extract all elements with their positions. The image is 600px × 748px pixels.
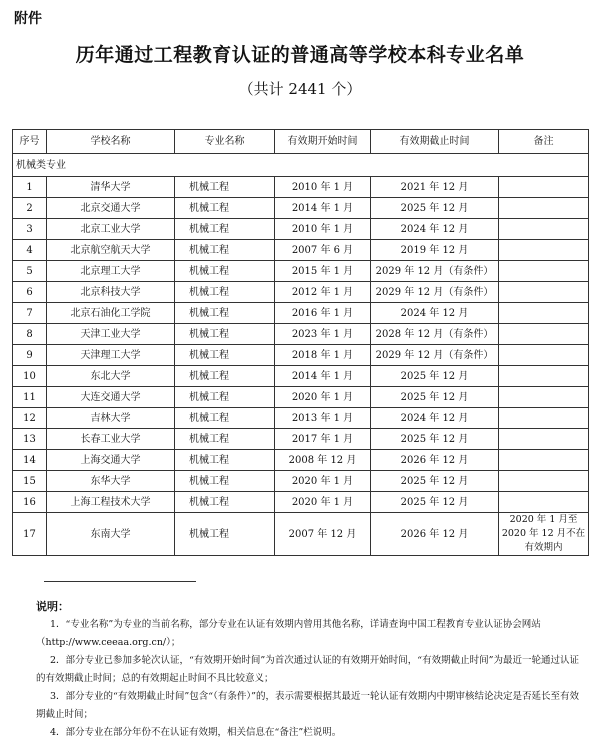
table-row	[13, 240, 589, 261]
cell-start: 2012 年 1 月	[275, 282, 371, 303]
cell-index: 5	[13, 261, 47, 282]
cell-school: 北京理工大学	[47, 261, 175, 282]
cell-school: 吉林大学	[47, 408, 175, 429]
table-row	[13, 408, 589, 429]
cell-school: 上海工程技术大学	[47, 492, 175, 513]
cell-index: 17	[13, 513, 47, 556]
cell-school: 天津理工大学	[47, 345, 175, 366]
cell-major: 机械工程	[175, 303, 275, 324]
cell-start: 2007 年 12 月	[275, 513, 371, 556]
cell-major: 机械工程	[175, 513, 275, 556]
table-row	[13, 324, 589, 345]
cell-major: 机械工程	[175, 345, 275, 366]
cell-note	[499, 324, 589, 345]
cell-school: 东南大学	[47, 513, 175, 556]
col-header-note: 备注	[499, 130, 589, 154]
cell-index: 6	[13, 282, 47, 303]
cell-start: 2013 年 1 月	[275, 408, 371, 429]
cell-index: 9	[13, 345, 47, 366]
cell-note	[499, 219, 589, 240]
document-subtitle: （共计 2441 个）	[238, 80, 362, 98]
cell-note	[499, 261, 589, 282]
cell-end: 2024 年 12 月	[371, 303, 499, 324]
table-row	[13, 198, 589, 219]
cell-start: 2020 年 1 月	[275, 492, 371, 513]
document-title: 历年通过工程教育认证的普通高等学校本科专业名单	[75, 44, 525, 66]
cell-note	[499, 282, 589, 303]
table-row	[13, 513, 589, 556]
cell-major: 机械工程	[175, 261, 275, 282]
cell-index: 4	[13, 240, 47, 261]
cell-school: 长春工业大学	[47, 429, 175, 450]
cell-index: 8	[13, 324, 47, 345]
cell-start: 2016 年 1 月	[275, 303, 371, 324]
cell-note	[499, 198, 589, 219]
cell-end: 2025 年 12 月	[371, 492, 499, 513]
cell-note	[499, 345, 589, 366]
cell-note: 2020 年 1 月至 2020 年 12 月不在有效期内	[499, 513, 589, 556]
cell-note	[499, 408, 589, 429]
table-row	[13, 471, 589, 492]
cell-start: 2008 年 12 月	[275, 450, 371, 471]
cell-index: 14	[13, 450, 47, 471]
cell-index: 7	[13, 303, 47, 324]
cell-school: 北京石油化工学院	[47, 303, 175, 324]
cell-end: 2029 年 12 月（有条件）	[371, 282, 499, 303]
note-item: 2．部分专业已参加多轮次认证，“有效期开始时间”为首次通过认证的有效期开始时间，“有效期截止时间”为最近一轮通过认证的有效期截止时间；总的有效期起止时间不具比较意义；	[36, 655, 579, 684]
cell-start: 2010 年 1 月	[275, 177, 371, 198]
cell-note	[499, 303, 589, 324]
cell-index: 12	[13, 408, 47, 429]
table-row	[13, 303, 589, 324]
cell-start: 2007 年 6 月	[275, 240, 371, 261]
cell-school: 东北大学	[47, 366, 175, 387]
cell-index: 3	[13, 219, 47, 240]
cell-major: 机械工程	[175, 450, 275, 471]
cell-start: 2014 年 1 月	[275, 198, 371, 219]
col-header-end: 有效期截止时间	[371, 130, 499, 154]
notes-list	[36, 616, 584, 742]
cell-major: 机械工程	[175, 408, 275, 429]
table-row	[13, 177, 589, 198]
cell-index: 2	[13, 198, 47, 219]
cell-note	[499, 471, 589, 492]
note-item: 3．部分专业的“有效期截止时间”包含“（有条件）”的，表示需要根据其最近一轮认证有效期内中期审核结论决定是否延长至有效期截止时间；	[36, 691, 579, 720]
cell-school: 北京工业大学	[47, 219, 175, 240]
table-row	[13, 450, 589, 471]
note-item: 4．部分专业在部分年份不在认证有效期，相关信息在“备注”栏说明。	[50, 727, 342, 738]
cell-major: 机械工程	[175, 492, 275, 513]
cell-school: 东华大学	[47, 471, 175, 492]
table-body	[13, 154, 589, 556]
cell-note	[499, 366, 589, 387]
col-header-major: 专业名称	[175, 130, 275, 154]
cell-start: 2020 年 1 月	[275, 387, 371, 408]
cell-note	[499, 387, 589, 408]
cell-major: 机械工程	[175, 198, 275, 219]
cell-index: 1	[13, 177, 47, 198]
cell-end: 2024 年 12 月	[371, 408, 499, 429]
cell-school: 北京科技大学	[47, 282, 175, 303]
col-header-start: 有效期开始时间	[275, 130, 371, 154]
cell-index: 10	[13, 366, 47, 387]
cell-start: 2017 年 1 月	[275, 429, 371, 450]
cell-index: 11	[13, 387, 47, 408]
cell-start: 2023 年 1 月	[275, 324, 371, 345]
cell-end: 2028 年 12 月（有条件）	[371, 324, 499, 345]
table-header-row	[13, 130, 589, 154]
cell-start: 2015 年 1 月	[275, 261, 371, 282]
note-item: 1．“专业名称”为专业的当前名称，部分专业在认证有效期内曾用其他名称，详请查询中国工程教育专业认证协会网站（http://www.ceeaa.org.cn/）；	[36, 619, 541, 648]
accreditation-table	[12, 129, 589, 556]
cell-start: 2014 年 1 月	[275, 366, 371, 387]
cell-school: 大连交通大学	[47, 387, 175, 408]
cell-end: 2025 年 12 月	[371, 198, 499, 219]
cell-major: 机械工程	[175, 177, 275, 198]
cell-major: 机械工程	[175, 282, 275, 303]
cell-note	[499, 450, 589, 471]
cell-start: 2010 年 1 月	[275, 219, 371, 240]
cell-end: 2024 年 12 月	[371, 219, 499, 240]
table-row	[13, 492, 589, 513]
attachment-label: 附件	[14, 11, 42, 27]
cell-note	[499, 177, 589, 198]
cell-major: 机械工程	[175, 471, 275, 492]
col-header-index: 序号	[13, 130, 47, 154]
cell-note	[499, 429, 589, 450]
cell-school: 清华大学	[47, 177, 175, 198]
cell-major: 机械工程	[175, 324, 275, 345]
cell-end: 2025 年 12 月	[371, 429, 499, 450]
cell-major: 机械工程	[175, 429, 275, 450]
cell-school: 天津工业大学	[47, 324, 175, 345]
cell-start: 2018 年 1 月	[275, 345, 371, 366]
cell-index: 15	[13, 471, 47, 492]
table-row	[13, 366, 589, 387]
table-row	[13, 345, 589, 366]
cell-end: 2019 年 12 月	[371, 240, 499, 261]
col-header-school: 学校名称	[47, 130, 175, 154]
table-row	[13, 387, 589, 408]
cell-end: 2025 年 12 月	[371, 471, 499, 492]
cell-end: 2026 年 12 月	[371, 513, 499, 556]
cell-index: 13	[13, 429, 47, 450]
cell-end: 2025 年 12 月	[371, 366, 499, 387]
cell-end: 2029 年 12 月（有条件）	[371, 345, 499, 366]
cell-major: 机械工程	[175, 240, 275, 261]
cell-note	[499, 240, 589, 261]
cell-end: 2021 年 12 月	[371, 177, 499, 198]
cell-start: 2020 年 1 月	[275, 471, 371, 492]
cell-end: 2025 年 12 月	[371, 387, 499, 408]
cell-end: 2029 年 12 月（有条件）	[371, 261, 499, 282]
table-row	[13, 282, 589, 303]
cell-school: 北京航空航天大学	[47, 240, 175, 261]
cell-index: 16	[13, 492, 47, 513]
table-row	[13, 219, 589, 240]
cell-major: 机械工程	[175, 219, 275, 240]
table-row	[13, 261, 589, 282]
table-row	[13, 429, 589, 450]
cell-school: 上海交通大学	[47, 450, 175, 471]
cell-note	[499, 492, 589, 513]
notes-divider	[44, 581, 196, 582]
cell-end: 2026 年 12 月	[371, 450, 499, 471]
cell-major: 机械工程	[175, 366, 275, 387]
category-row	[13, 154, 589, 177]
cell-school: 北京交通大学	[47, 198, 175, 219]
category-label: 机械类专业	[13, 154, 589, 177]
notes-heading: 说明：	[36, 600, 69, 613]
cell-major: 机械工程	[175, 387, 275, 408]
